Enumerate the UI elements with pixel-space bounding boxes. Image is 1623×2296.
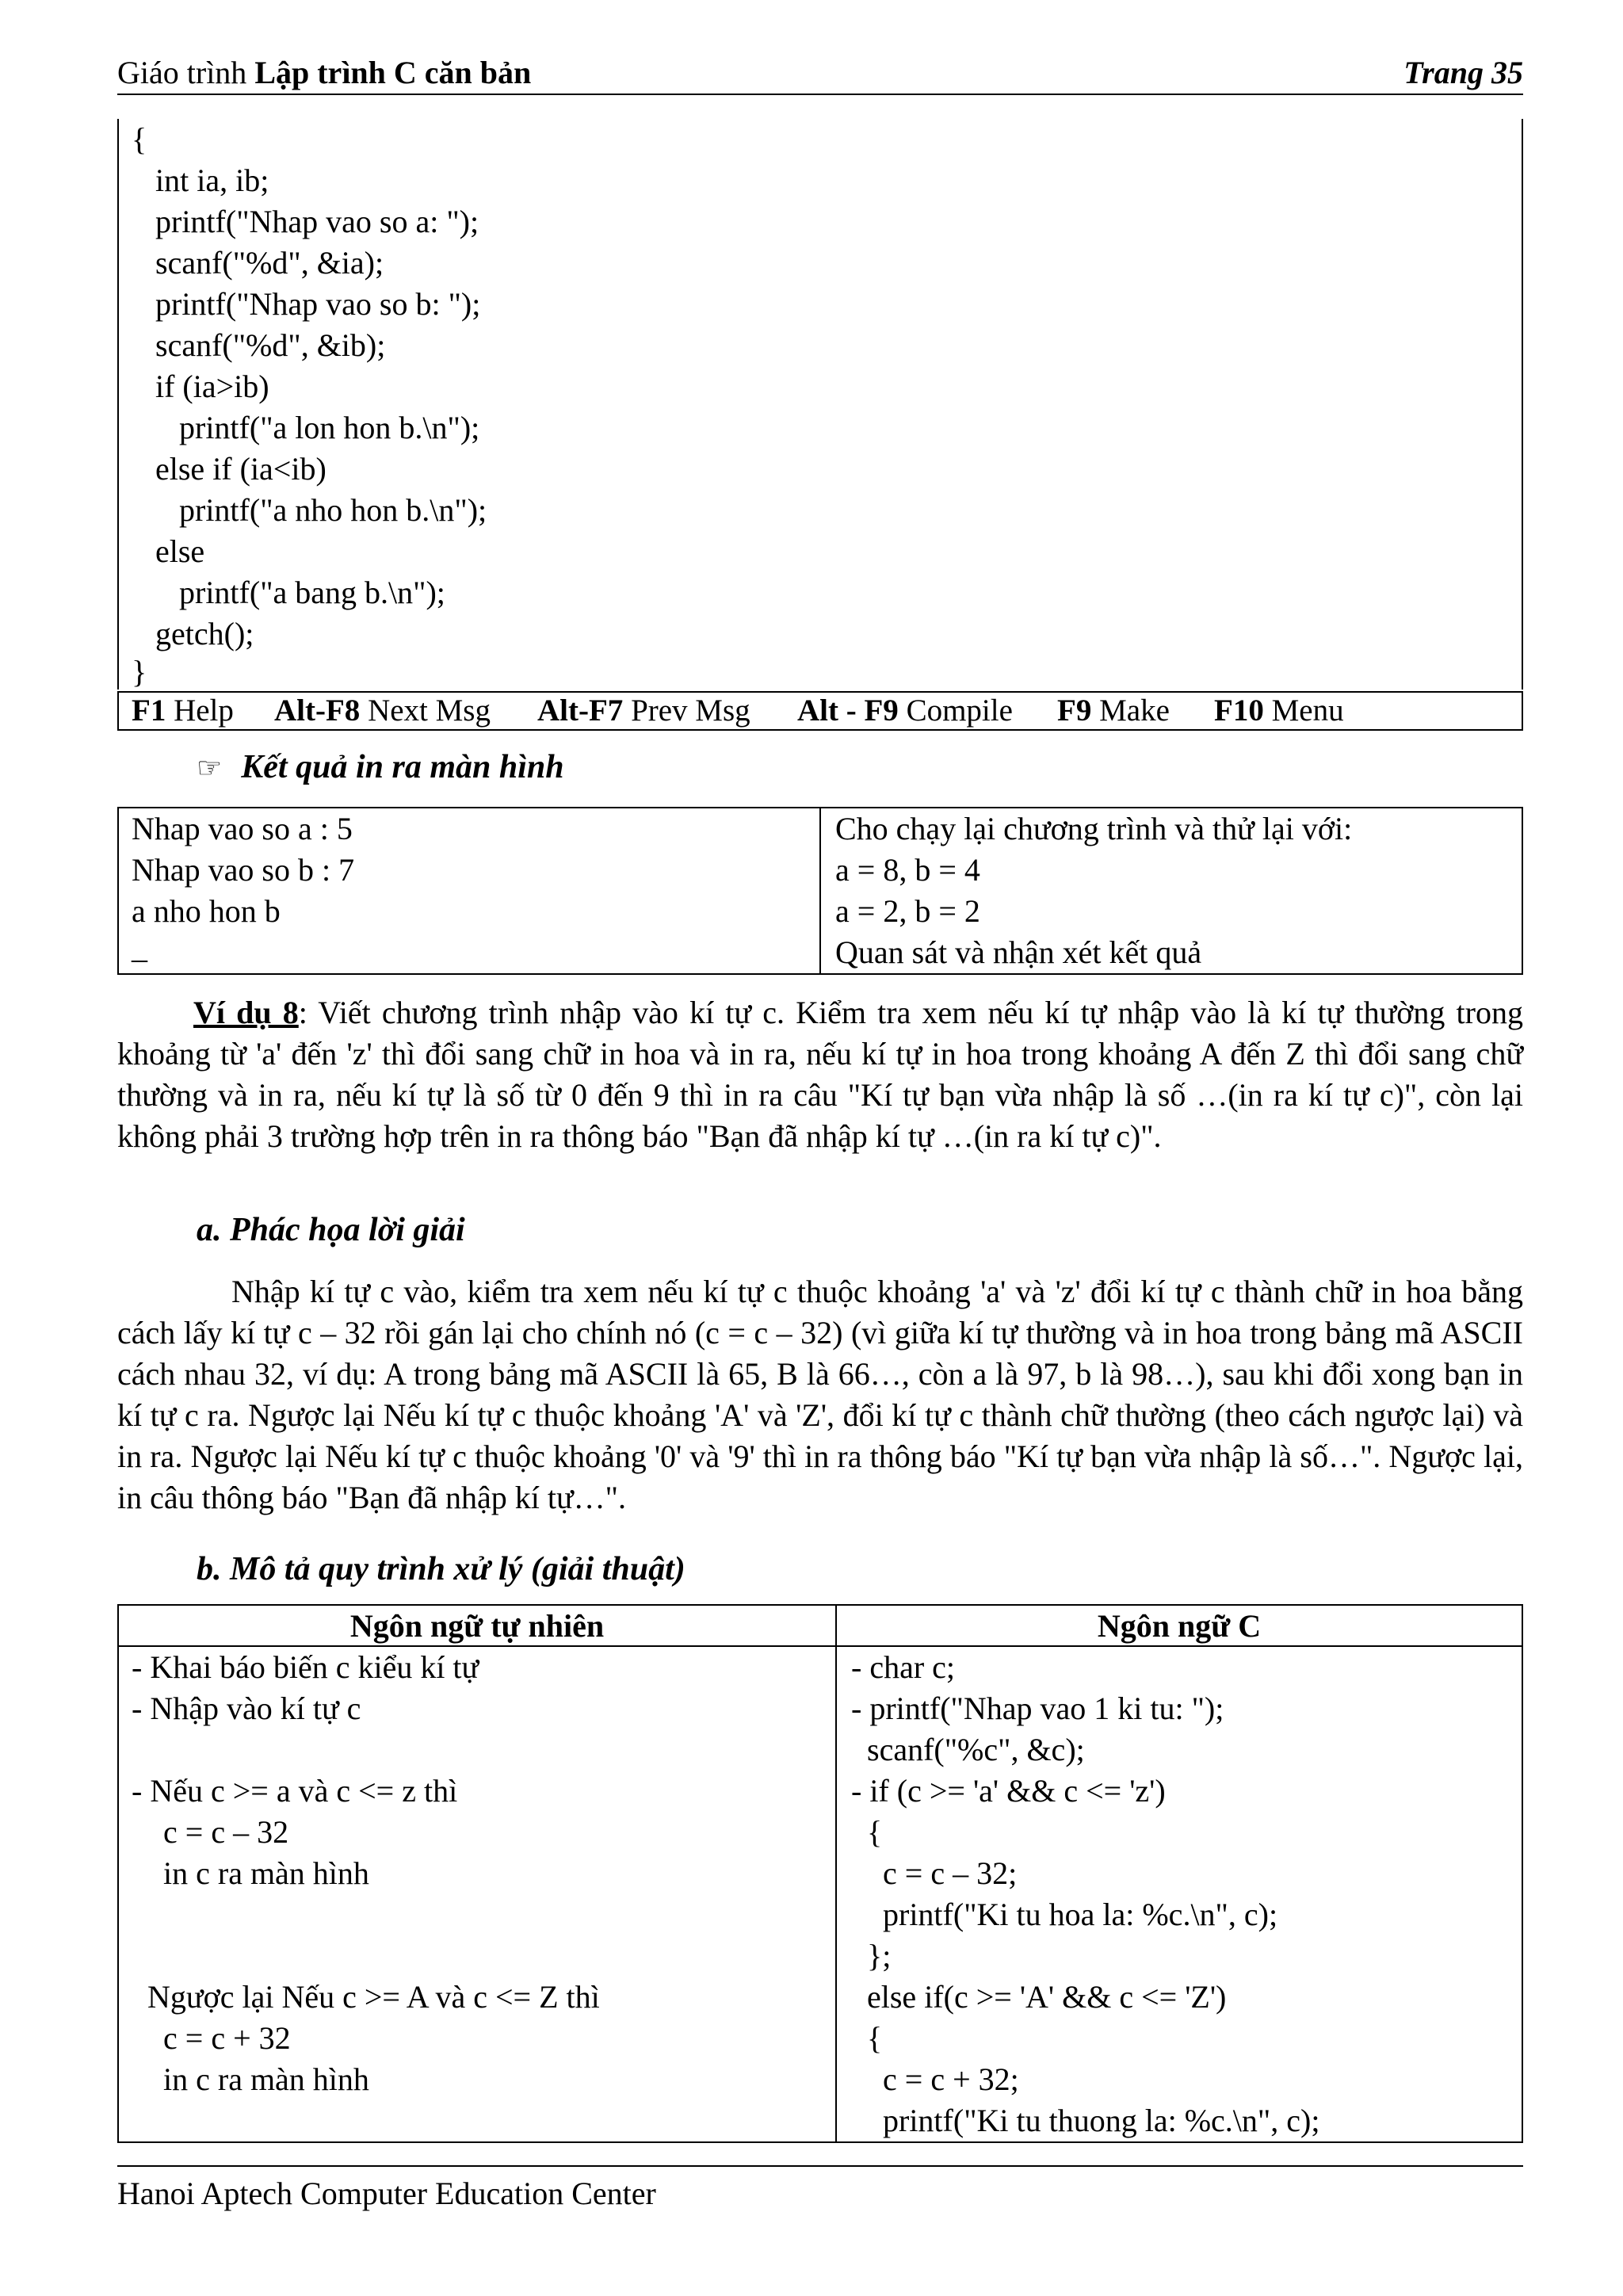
fnkey-key: Alt-F7 [537, 693, 624, 728]
fnkey-key: F10 [1214, 693, 1264, 728]
code-line: getch(); [132, 616, 254, 651]
fnkey-key: F1 [132, 693, 166, 728]
fnkey-compile [797, 693, 1013, 729]
natural-step: Ngược lại Nếu c >= A và c <= Z thì [132, 1979, 600, 2015]
c-code-step: - char c; [851, 1649, 956, 1685]
header-book-title: Lập trình C căn bản [254, 55, 532, 90]
section-a-title: a. Phác họa lời giải [197, 1212, 465, 1248]
natural-step: in c ra màn hình [132, 1855, 369, 1891]
column-header-c: Ngôn ngữ C [1097, 1608, 1262, 1644]
code-line: printf("Nhap vao so a: "); [132, 204, 479, 239]
header-prefix: Giáo trình [117, 55, 255, 90]
fnkey-label: Next Msg [360, 693, 491, 728]
header-book [117, 54, 531, 91]
example-label: Ví dụ 8 [193, 995, 299, 1030]
fnkey-key: Alt-F8 [274, 693, 361, 728]
c-code-step: printf("Ki tu hoa la: %c.\n", c); [851, 1897, 1278, 1932]
pointing-hand-icon: ☞ [197, 752, 223, 784]
section-b-title: b. Mô tả quy trình xử lý (giải thuật) [197, 1551, 685, 1587]
page-footer [117, 2165, 1523, 2212]
footer-text: Hanoi Aptech Computer Education Center [117, 2176, 656, 2211]
natural-step: in c ra màn hình [132, 2061, 369, 2097]
output-note: Cho chạy lại chương trình và thử lại với: [835, 811, 1353, 846]
code-line: printf("a bang b.\n"); [132, 575, 445, 610]
c-code-step: - printf("Nhap vao 1 ki tu: "); [851, 1690, 1224, 1726]
output-note: Quan sát và nhận xét kết quả [835, 934, 1202, 970]
table-column-divider [835, 1606, 837, 2141]
fnkey-key: F9 [1057, 693, 1092, 728]
header-page-number: Trang 35 [1403, 55, 1523, 90]
output-line: Nhap vao so a : 5 [132, 811, 353, 846]
fnkey-prev-msg [537, 693, 750, 729]
fnkey-label: Help [166, 693, 234, 728]
code-line: } [132, 654, 147, 690]
c-code-step: - if (c >= 'a' && c <= 'z') [851, 1773, 1166, 1809]
fnkey-help [132, 693, 234, 729]
fnkey-label: Prev Msg [623, 693, 750, 728]
code-line: printf("a lon hon b.\n"); [132, 410, 480, 445]
natural-step: c = c + 32 [132, 2020, 291, 2056]
c-code-step: { [851, 2020, 883, 2056]
page-header [117, 49, 1523, 95]
fnkey-make [1057, 693, 1170, 729]
result-heading-text: Kết quả in ra màn hình [241, 749, 564, 785]
output-table [117, 807, 1523, 975]
result-heading [197, 748, 564, 786]
code-line: printf("Nhap vao so b: "); [132, 286, 481, 322]
code-line: scanf("%d", &ib); [132, 327, 386, 363]
example-paragraph [117, 992, 1523, 1157]
fnkey-menu [1214, 693, 1344, 729]
fnkey-next-msg [274, 693, 491, 729]
function-key-bar [117, 691, 1523, 731]
fnkey-label: Compile [898, 693, 1013, 728]
code-line: printf("a nho hon b.\n"); [132, 492, 487, 528]
natural-step: c = c – 32 [132, 1814, 289, 1850]
c-code-step: scanf("%c", &c); [851, 1732, 1085, 1767]
code-line: if (ia>ib) [132, 369, 269, 404]
example-text: : Viết chương trình nhập vào kí tự c. Kiểm tra xem nếu kí tự nhập vào là kí tự thường trong khoảng từ 'a' đến 'z' thì đổi sang chữ in hoa và in ra, nếu kí tự in hoa trong khoảng A đến Z thì đổi sang chữ thường và in ra, nếu kí tự là số từ 0 đến 9 thì in ra câu "Kí tự bạn vừa nhập là số …(in ra kí tự c)", còn lại không phải 3 trường hợp trên in ra thông báo "Bạn đã nhập kí tự …(in ra kí tự c)". [117, 995, 1523, 1154]
c-code-step: c = c – 32; [851, 1855, 1018, 1891]
c-code-step: printf("Ki tu thuong la: %c.\n", c); [851, 2103, 1320, 2138]
c-code-step: c = c + 32; [851, 2061, 1019, 2097]
code-line: { [132, 121, 147, 157]
output-note: a = 8, b = 4 [835, 852, 980, 888]
output-cursor: _ [132, 930, 147, 965]
fnkey-label: Make [1091, 693, 1170, 728]
natural-step: - Nếu c >= a và c <= z thì [132, 1773, 458, 1809]
natural-step: - Nhập vào kí tự c [132, 1690, 361, 1726]
code-line: else if (ia<ib) [132, 451, 327, 487]
output-note: a = 2, b = 2 [835, 893, 980, 929]
fnkey-key: Alt - F9 [797, 693, 899, 728]
c-code-step: { [851, 1814, 883, 1850]
table-divider [819, 808, 821, 973]
c-code-step: }; [851, 1938, 892, 1973]
output-line: a nho hon b [132, 893, 281, 929]
code-line: int ia, ib; [132, 162, 269, 198]
code-line: else [132, 533, 205, 569]
algorithm-table [117, 1604, 1523, 2143]
natural-step: - Khai báo biến c kiểu kí tự [132, 1649, 479, 1685]
section-a-body: Nhập kí tự c vào, kiểm tra xem nếu kí tự c thuộc khoảng 'a' và 'z' đổi kí tự c thành chữ in hoa bằng cách lấy kí tự c – 32 rồi gán lại cho chính nó (c = c – 32) (vì giữa kí tự thường và in hoa trong bảng mã ASCII cách nhau 32, ví dụ: A trong bảng mã ASCII là 65, B là 66…, còn a là 97, b là 98…), sau khi đổi xong bạn in kí tự c ra. Ngược lại Nếu kí tự c thuộc khoảng 'A' và 'Z', đổi kí tự c thành chữ thường (theo cách ngược lại) và in ra. Ngược lại Nếu kí tự c thuộc khoảng '0' và '9' thì in ra thông báo "Kí tự bạn vừa nhập là số…". Ngược lại, in câu thông báo "Bạn đã nhập kí tự…". [117, 1274, 1523, 1515]
code-listing [117, 119, 1523, 690]
output-line: Nhap vao so b : 7 [132, 852, 355, 888]
code-line: scanf("%d", &ia); [132, 245, 384, 281]
fnkey-label: Menu [1263, 693, 1344, 728]
column-header-natural: Ngôn ngữ tự nhiên [349, 1608, 605, 1644]
c-code-step: else if(c >= 'A' && c <= 'Z') [851, 1979, 1227, 2015]
